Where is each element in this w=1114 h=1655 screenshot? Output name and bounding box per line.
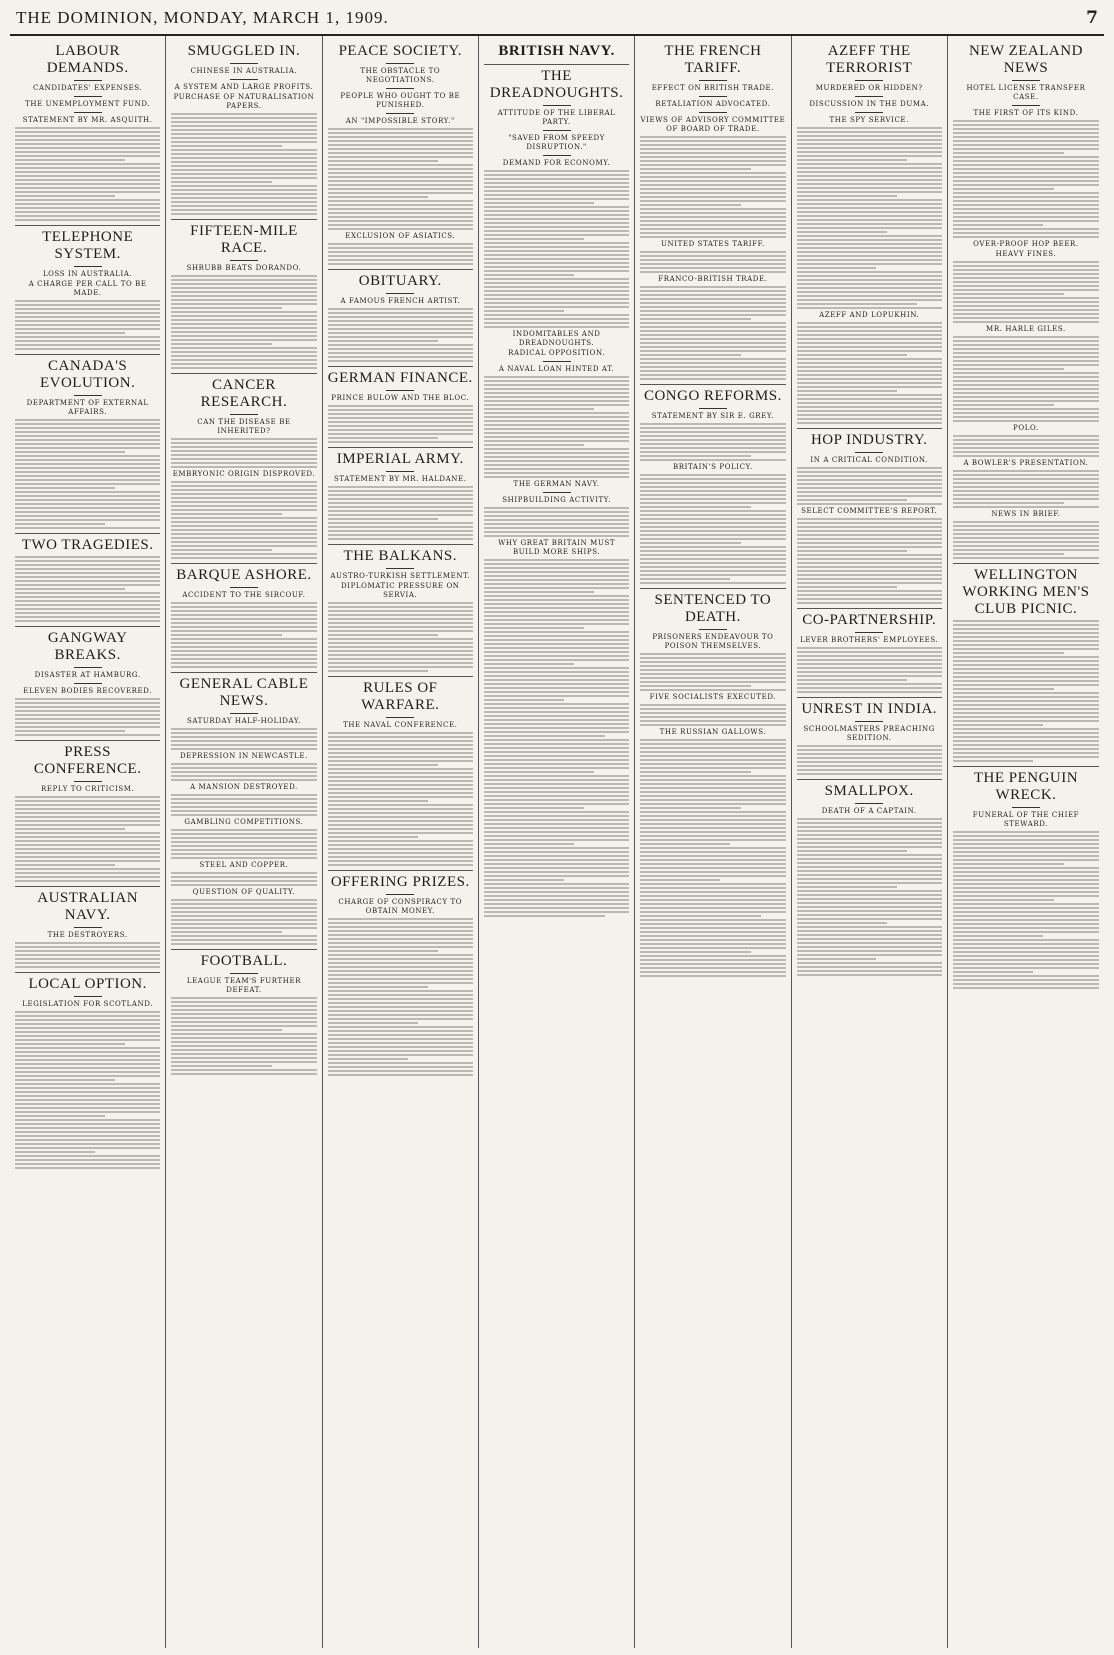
article-body	[15, 698, 160, 736]
subhead: STATEMENT BY MR. HALDANE.	[334, 475, 467, 483]
headline-football: FOOTBALL.	[200, 953, 288, 969]
article-body	[328, 308, 473, 362]
subhead: A CHARGE PER CALL TO BE MADE.	[28, 280, 147, 297]
subhead: HEAVY FINES.	[995, 250, 1057, 258]
article-body	[640, 739, 785, 977]
subhead: RETALIATION ADVOCATED.	[655, 100, 771, 108]
article-body	[171, 113, 316, 215]
headline-the-french-tariff: THE FRENCH TARIFF.	[664, 43, 762, 76]
article-body	[15, 796, 160, 882]
subhead: SHIPBUILDING ACTIVITY.	[502, 496, 611, 504]
subhead: AUSTRO-TURKISH SETTLEMENT.	[330, 572, 471, 580]
article-body	[171, 829, 316, 859]
headline-rules-of-warfare: RULES OF WARFARE.	[361, 680, 440, 713]
headline-hop-industry: HOP INDUSTRY.	[810, 432, 928, 448]
subhead: LEGISLATION FOR SCOTLAND.	[22, 1000, 154, 1008]
headline-two-tragedies: TWO TRAGEDIES.	[21, 537, 154, 553]
article-body	[171, 481, 316, 559]
article-body	[328, 405, 473, 443]
article-body	[328, 486, 473, 540]
headline-german-finance: GERMAN FINANCE.	[327, 370, 473, 386]
subhead: DEPRESSION IN NEWCASTLE.	[179, 752, 308, 760]
article-body	[171, 438, 316, 468]
subhead: POLO.	[1013, 424, 1039, 432]
article-body	[171, 997, 316, 1075]
headline-general-cable-news: GENERAL CABLE NEWS.	[179, 676, 309, 709]
article-body	[15, 1011, 160, 1169]
article-body	[15, 556, 160, 622]
subhead: MURDERED OR HIDDEN?	[815, 84, 923, 92]
subhead: CHINESE IN AUSTRALIA.	[190, 67, 298, 75]
article-body	[484, 507, 629, 537]
subhead: REPLY TO CRITICISM.	[41, 785, 135, 793]
headline-obituary: OBITUARY.	[358, 273, 442, 289]
subhead: STATEMENT BY SIR E. GREY.	[651, 412, 775, 420]
subhead: "SAVED FROM SPEEDY DISRUPTION."	[508, 134, 605, 151]
subhead: ACCIDENT TO THE SIRCOUF.	[182, 591, 306, 599]
subhead: LEAGUE TEAM'S FURTHER DEFEAT.	[186, 977, 302, 994]
article-body	[953, 620, 1099, 762]
article-body	[797, 322, 942, 424]
article-body	[797, 518, 942, 604]
article-body	[797, 647, 942, 693]
article-body	[640, 286, 785, 380]
subhead: THE GERMAN NAVY.	[513, 480, 600, 488]
article-body	[171, 794, 316, 816]
column-1	[10, 36, 166, 1648]
headline-local-option: LOCAL OPTION.	[28, 976, 147, 992]
headline-press-conference: PRESS CONFERENCE.	[33, 744, 142, 777]
subhead: VIEWS OF ADVISORY COMMITTEE OF BOARD OF TRADE.	[640, 116, 786, 133]
article-body	[797, 818, 942, 976]
article-body	[15, 942, 160, 968]
headline-smallpox: SMALLPOX.	[824, 783, 914, 799]
subhead: LOSS IN AUSTRALIA.	[42, 270, 133, 278]
article-body	[953, 470, 1099, 508]
headline-azeff-the-terrorist: AZEFF THE TERRORIST	[826, 43, 913, 76]
article-body	[484, 170, 629, 328]
column-6	[792, 36, 948, 1648]
article-body	[953, 120, 1099, 238]
headline-the-dreadnoughts: THE DREADNOUGHTS.	[489, 68, 624, 101]
subhead: SATURDAY HALF-HOLIDAY.	[186, 717, 301, 725]
subhead: STEEL AND COPPER.	[199, 861, 289, 869]
subhead: ATTITUDE OF THE LIBERAL PARTY.	[497, 109, 616, 126]
subhead: PRINCE BULOW AND THE BLOC.	[331, 394, 470, 402]
headline-labour-demands: LABOUR DEMANDS.	[46, 43, 129, 76]
subhead: CAN THE DISEASE BE INHERITED?	[197, 418, 291, 435]
subhead: CANDIDATES' EXPENSES.	[33, 84, 143, 92]
subhead: EXCLUSION OF ASIATICS.	[345, 232, 456, 240]
subhead: FIVE SOCIALISTS EXECUTED.	[649, 693, 777, 701]
subhead: SCHOOLMASTERS PREACHING SEDITION.	[803, 725, 935, 742]
headline-co-partnership: CO-PARTNERSHIP.	[802, 612, 937, 628]
subhead: A NAVAL LOAN HINTED AT.	[498, 365, 615, 373]
subhead: FRANCO-BRITISH TRADE.	[658, 275, 768, 283]
subhead: THE UNEMPLOYMENT FUND.	[25, 100, 151, 108]
article-body	[15, 127, 160, 221]
subhead: QUESTION OF QUALITY.	[192, 888, 296, 896]
subhead: THE OBSTACLE TO NEGOTIATIONS.	[360, 67, 441, 84]
subhead: EFFECT ON BRITISH TRADE.	[651, 84, 775, 92]
headline-smuggled-in: SMUGGLED IN.	[187, 43, 301, 59]
headline-the-balkans: THE BALKANS.	[343, 548, 458, 564]
headline-offering-prizes: OFFERING PRIZES.	[330, 874, 470, 890]
subhead: EMBRYONIC ORIGIN DISPROVED.	[172, 470, 316, 478]
article-body	[797, 467, 942, 505]
subhead: INDOMITABLES AND DREADNOUGHTS.	[512, 330, 601, 347]
subhead: MR. HARLE GILES.	[986, 325, 1066, 333]
subhead: THE FIRST OF ITS KIND.	[973, 109, 1079, 117]
article-body	[328, 602, 473, 672]
article-body	[797, 127, 942, 309]
headline-australian-navy: AUSTRALIAN NAVY.	[37, 890, 139, 923]
article-body	[953, 336, 1099, 422]
column-4	[479, 36, 635, 1648]
article-body	[640, 136, 785, 238]
subhead: NEWS IN BRIEF.	[991, 510, 1061, 518]
article-body	[640, 653, 785, 691]
headline-sentenced-to-death: SENTENCED TO DEATH.	[654, 592, 772, 625]
headline-the-penguin-wreck: THE PENGUIN WRECK.	[973, 770, 1079, 803]
subhead: RADICAL OPPOSITION.	[508, 349, 606, 357]
subhead: WHY GREAT BRITAIN MUST BUILD MORE SHIPS.	[498, 539, 616, 556]
article-body	[640, 474, 785, 584]
article-body	[171, 872, 316, 886]
article-body	[171, 602, 316, 668]
headline-barque-ashore: BARQUE ASHORE.	[176, 567, 312, 583]
columns	[10, 36, 1104, 1648]
subhead: THE SPY SERVICE.	[829, 116, 909, 124]
article-body	[953, 261, 1099, 323]
article-body	[640, 423, 785, 461]
masthead	[10, 8, 1104, 36]
subhead: FUNERAL OF THE CHIEF STEWARD.	[972, 811, 1080, 828]
article-body	[640, 251, 785, 273]
article-body	[328, 732, 473, 866]
subhead: THE RUSSIAN GALLOWS.	[659, 728, 767, 736]
subhead: UNITED STATES TARIFF.	[661, 240, 765, 248]
article-body	[797, 745, 942, 775]
subhead: HOTEL LICENSE TRANSFER CASE.	[966, 84, 1086, 101]
subhead: BRITAIN'S POLICY.	[673, 463, 753, 471]
subhead: DISCUSSION IN THE DUMA.	[809, 100, 930, 108]
column-2	[166, 36, 322, 1648]
subhead: DEMAND FOR ECONOMY.	[502, 159, 611, 167]
article-body	[171, 728, 316, 750]
article-body	[484, 559, 629, 917]
subhead: SHRUBB BEATS DORANDO.	[186, 264, 302, 272]
article-body	[953, 435, 1099, 457]
subhead: ELEVEN BODIES RECOVERED.	[23, 687, 153, 695]
headline-wellington-working-mens-club-picnic: WELLINGTON WORKING MEN'S CLUB PICNIC.	[962, 567, 1090, 617]
headline-new-zealand-news: NEW ZEALAND NEWS	[968, 43, 1083, 76]
subhead: PURCHASE OF NATURALISATION PAPERS.	[173, 93, 315, 110]
subhead: OVER-PROOF HOP BEER.	[973, 240, 1079, 248]
subhead: A SYSTEM AND LARGE PROFITS.	[174, 83, 314, 91]
column-7	[948, 36, 1104, 1648]
article-body	[953, 831, 1099, 989]
headline-cancer-research: CANCER RESEARCH.	[200, 377, 288, 410]
headline-british-navy: BRITISH NAVY.	[498, 43, 615, 59]
masthead-title: THE DOMINION, MONDAY, MARCH 1, 1909.	[16, 8, 389, 27]
subhead: PRISONERS ENDEAVOUR TO POISON THEMSELVES.	[652, 633, 774, 650]
headline-congo-reforms: CONGO REFORMS.	[643, 388, 782, 404]
article-body	[328, 128, 473, 230]
article-body	[171, 763, 316, 781]
subhead: A FAMOUS FRENCH ARTIST.	[340, 297, 461, 305]
subhead: SELECT COMMITTEE'S REPORT.	[801, 507, 938, 515]
subhead: PEOPLE WHO OUGHT TO BE PUNISHED.	[340, 92, 461, 109]
headline-canadas-evolution: CANADA'S EVOLUTION.	[39, 358, 136, 391]
subhead: DEATH OF A CAPTAIN.	[821, 807, 917, 815]
headline-gangway-breaks: GANGWAY BREAKS.	[47, 630, 128, 663]
article-body	[15, 300, 160, 350]
page-number: 7	[1086, 8, 1098, 28]
column-3	[323, 36, 479, 1648]
subhead: DEPARTMENT OF EXTERNAL AFFAIRS.	[26, 399, 149, 416]
subhead: THE NAVAL CONFERENCE.	[343, 721, 458, 729]
subhead: AN "IMPOSSIBLE STORY."	[345, 117, 455, 125]
article-body	[953, 521, 1099, 559]
headline-imperial-army: IMPERIAL ARMY.	[336, 451, 464, 467]
column-5	[635, 36, 791, 1648]
subhead: STATEMENT BY MR. ASQUITH.	[22, 116, 153, 124]
subhead: IN A CRITICAL CONDITION.	[810, 456, 928, 464]
article-body	[328, 243, 473, 265]
headline-peace-society: PEACE SOCIETY.	[338, 43, 462, 59]
subhead: GAMBLING COMPETITIONS.	[184, 818, 304, 826]
subhead: A BOWLER'S PRESENTATION.	[963, 459, 1089, 467]
subhead: CHARGE OF CONSPIRACY TO OBTAIN MONEY.	[338, 898, 463, 915]
subhead: AZEFF AND LOPUKHIN.	[819, 311, 920, 319]
article-body	[15, 419, 160, 529]
article-body	[640, 704, 785, 726]
subhead: THE DESTROYERS.	[47, 931, 128, 939]
headline-fifteen-mile-race: FIFTEEN-MILE RACE.	[190, 223, 298, 256]
article-body	[171, 275, 316, 369]
subhead: DIPLOMATIC PRESSURE ON SERVIA.	[341, 582, 460, 599]
subhead: A MANSION DESTROYED.	[190, 783, 298, 791]
article-body	[171, 899, 316, 945]
headline-unrest-in-india: UNREST IN INDIA.	[801, 701, 938, 717]
article-body	[484, 376, 629, 478]
article-body	[328, 918, 473, 1076]
subhead: DISASTER AT HAMBURG.	[34, 671, 141, 679]
headline-telephone-system: TELEPHONE SYSTEM.	[42, 229, 134, 262]
subhead: LEVER BROTHERS' EMPLOYEES.	[800, 636, 939, 644]
